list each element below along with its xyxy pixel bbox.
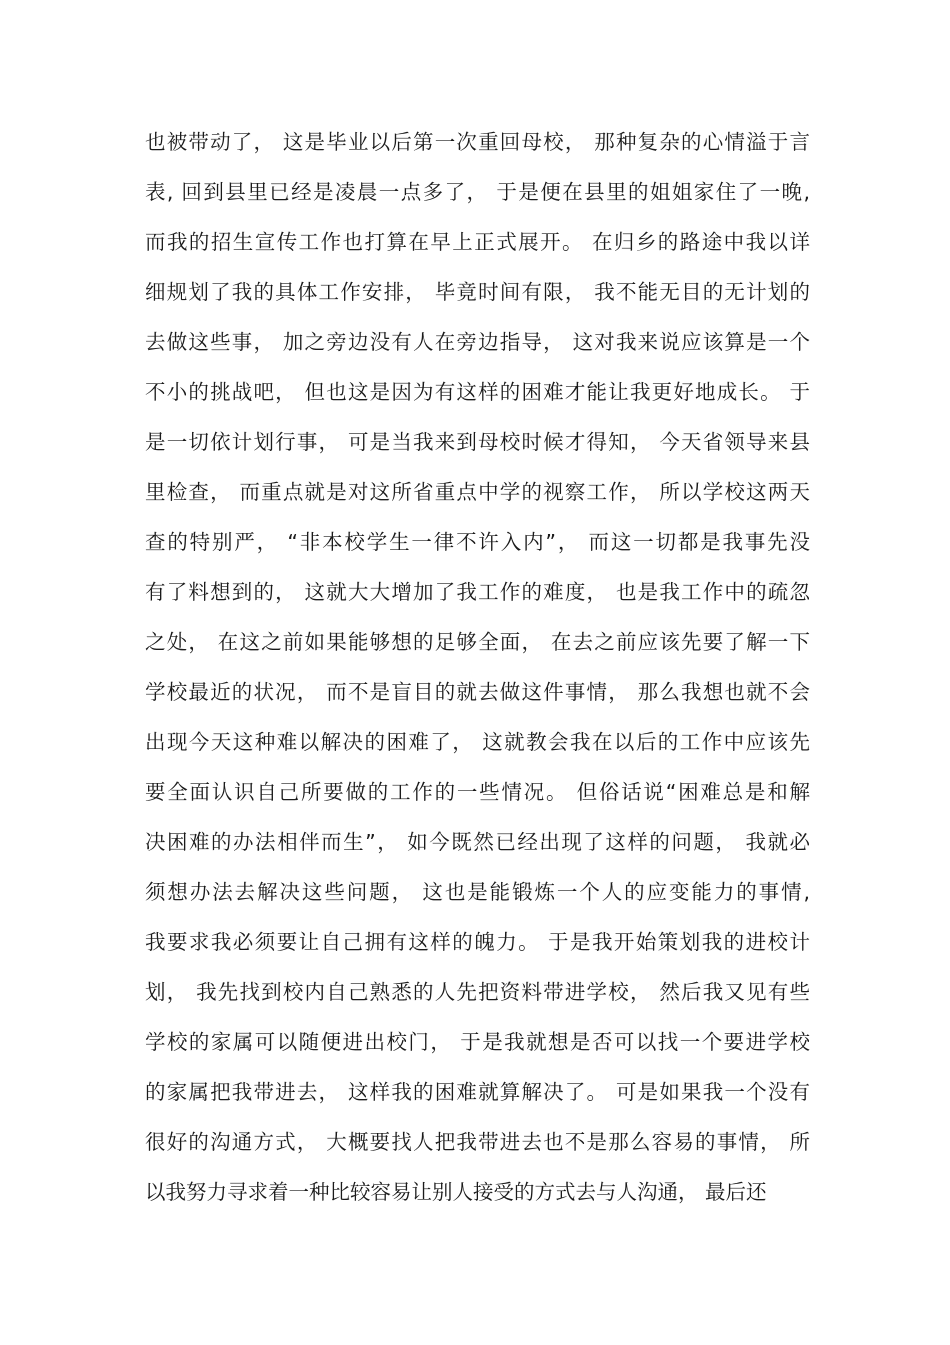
body-text (145, 124, 810, 1224)
text-line: 不小的挑战吧， 但也这是因为有这样的困难才能让我更好地成长。 于 (145, 380, 810, 404)
text-line: 去做这些事， 加之旁边没有人在旁边指导， 这对我来说应该算是一个 (145, 330, 810, 354)
text-line: 学校最近的状况， 而不是盲目的就去做这件事情， 那么我想也就不会 (145, 680, 810, 704)
text-line: 有了料想到的， 这就大大增加了我工作的难度， 也是我工作中的疏忽 (145, 580, 810, 604)
text-line: 决困难的办法相伴而生”， 如今既然已经出现了这样的问题， 我就必 (145, 830, 810, 854)
text-line: 我要求我必须要让自己拥有这样的魄力。 于是我开始策划我的进校计 (145, 930, 810, 954)
text-line: 细规划了我的具体工作安排， 毕竟时间有限， 我不能无目的无计划的 (145, 280, 810, 304)
text-line: 的家属把我带进去， 这样我的困难就算解决了。 可是如果我一个没有 (145, 1080, 810, 1104)
text-line: 学校的家属可以随便进出校门， 于是我就想是否可以找一个要进学校 (145, 1030, 810, 1054)
text-line: 划， 我先找到校内自己熟悉的人先把资料带进学校， 然后我又见有些 (145, 980, 810, 1004)
text-line: 里检查， 而重点就是对这所省重点中学的视察工作， 所以学校这两天 (145, 480, 810, 504)
text-line: 而我的招生宣传工作也打算在早上正式展开。 在归乡的路途中我以详 (145, 230, 810, 254)
text-line: 是一切依计划行事， 可是当我来到母校时候才得知， 今天省领导来县 (145, 430, 810, 454)
text-line: 表, 回到县里已经是凌晨一点多了， 于是便在县里的姐姐家住了一晚, (145, 180, 810, 204)
text-line: 要全面认识自己所要做的工作的一些情况。 但俗话说“困难总是和解 (145, 780, 810, 804)
text-line: 须想办法去解决这些问题， 这也是能锻炼一个人的应变能力的事情, (145, 880, 810, 904)
text-line: 很好的沟通方式， 大概要找人把我带进去也不是那么容易的事情， 所 (145, 1130, 810, 1154)
text-line: 也被带动了， 这是毕业以后第一次重回母校， 那种复杂的心情溢于言 (145, 130, 810, 154)
text-line: 以我努力寻求着一种比较容易让别人接受的方式去与人沟通， 最后还 (145, 1180, 767, 1204)
text-line: 之处， 在这之前如果能够想的足够全面， 在去之前应该先要了解一下 (145, 630, 810, 654)
text-line: 出现今天这种难以解决的困难了， 这就教会我在以后的工作中应该先 (145, 730, 810, 754)
text-line: 查的特别严， “非本校学生一律不许入内”， 而这一切都是我事先没 (145, 530, 810, 554)
